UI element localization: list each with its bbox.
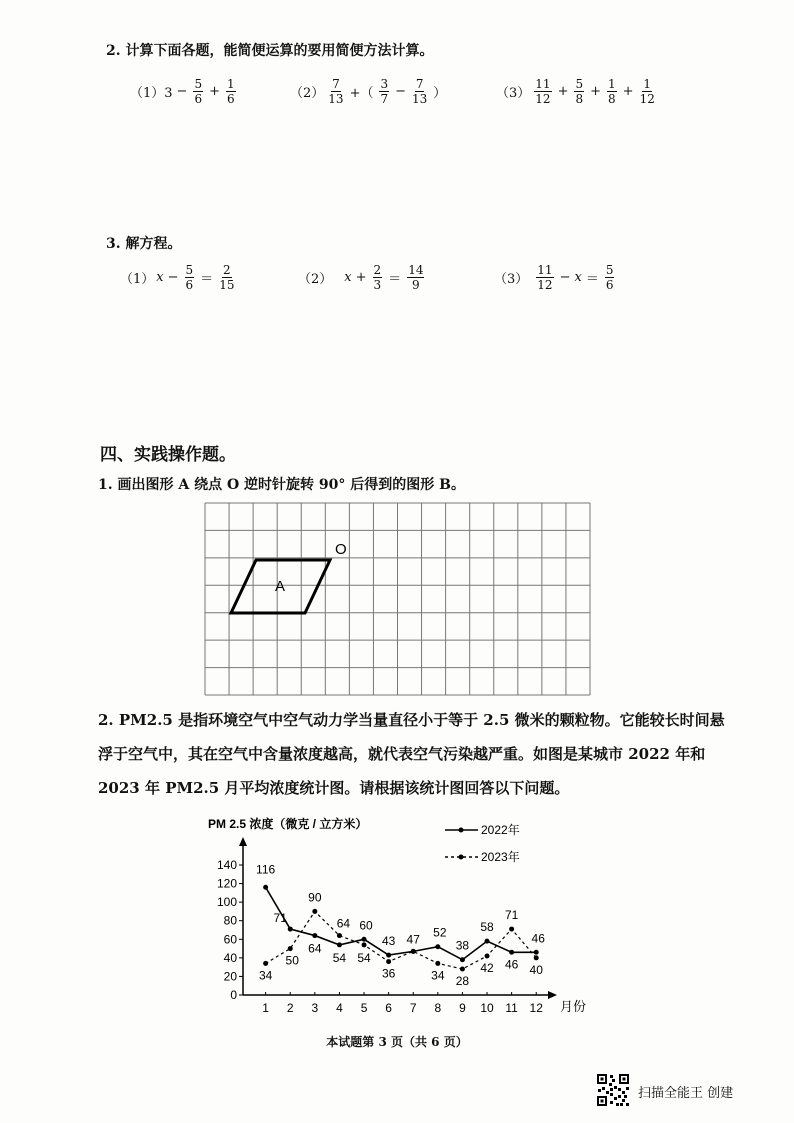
legend-marker xyxy=(459,855,464,860)
x-tick-label: 8 xyxy=(434,1001,442,1015)
data-label: 46 xyxy=(504,957,519,972)
fraction: $\frac{1}{6}$ xyxy=(227,77,235,106)
fraction: $\frac{5}{6}$ xyxy=(605,263,614,292)
data-label: 28 xyxy=(455,974,470,988)
x-axis-arrow-icon xyxy=(548,991,557,999)
q4-2-line2: 浮于空气中，其在空气中含量浓度越高，就代表空气污染越严重。如图是某城市 2022 年和 xyxy=(98,745,706,763)
fraction: $\frac{1}{8}$ xyxy=(608,77,616,106)
series-line-2023年 xyxy=(266,911,537,972)
rotation-grid xyxy=(200,500,600,700)
scanner-brand: 扫描全能王 创建 xyxy=(638,1086,734,1101)
q4-2-line1: 2. PM2.5 是指环境空气中空气动力学当量直径小于等于 2.5 微米的颗粒物。它能较长时间悬 xyxy=(98,711,725,729)
data-point xyxy=(460,967,465,972)
page-footer: 本试题第 3 页（共 6 页） xyxy=(326,1035,468,1049)
series-line-2022年 xyxy=(266,887,537,959)
x-tick-label: 1 xyxy=(262,1001,269,1015)
y-tick-label: 0 xyxy=(230,988,237,1002)
y-tick-label: 140 xyxy=(216,858,237,872)
fraction: $\frac{7}{13}$ xyxy=(328,77,344,106)
data-point xyxy=(509,927,514,932)
data-point xyxy=(362,942,367,947)
q2-item-3: （3） $\frac{11}{12}$ + $\frac{5}{8}$ + $\frac{1}{8}$ + $\frac{1}{12}$ xyxy=(496,77,655,106)
shape-a-label: A xyxy=(275,578,286,595)
data-label: 40 xyxy=(529,962,543,977)
grid-lines xyxy=(205,503,590,695)
fraction: $\frac{2}{15}$ xyxy=(219,263,235,292)
x-tick-label: 10 xyxy=(480,1001,494,1015)
x-tick-label: 2 xyxy=(286,1001,294,1015)
data-point xyxy=(288,927,293,932)
fraction: $\frac{5}{6}$ xyxy=(185,263,194,292)
item-label: （2） xyxy=(298,272,333,287)
data-label: 38 xyxy=(455,938,470,953)
data-point xyxy=(485,939,490,944)
section-title: 四、实践操作题。 xyxy=(100,445,236,465)
q3-item-2: （2） x + $\frac{2}{3}$ ＝ $\frac{14}{9}$ xyxy=(298,263,424,292)
q3-title: 3. 解方程。 xyxy=(106,236,182,252)
y-tick-label: 40 xyxy=(223,950,237,965)
y-tick-label: 100 xyxy=(216,895,237,910)
data-label: 52 xyxy=(433,925,447,940)
data-label: 116 xyxy=(256,862,276,877)
x-tick-label: 11 xyxy=(505,1001,518,1015)
y-tick-label: 120 xyxy=(216,876,237,891)
data-label: 47 xyxy=(406,932,420,947)
data-point xyxy=(312,933,317,938)
fraction: $\frac{3}{7}$ xyxy=(380,77,389,106)
fraction: $\frac{7}{13}$ xyxy=(412,77,428,106)
x-axis-label: 月份 xyxy=(560,999,587,1014)
pm25-line-chart xyxy=(200,810,600,1025)
data-label: 64 xyxy=(336,916,351,931)
data-label: 71 xyxy=(504,908,519,923)
data-point xyxy=(312,909,317,914)
data-label: 54 xyxy=(357,950,371,965)
qr-code-icon xyxy=(596,1073,630,1107)
fraction: $\frac{1}{12}$ xyxy=(639,77,655,106)
data-point xyxy=(509,950,514,955)
q2-title: 2. 计算下面各题，能简便运算的要用简便方法计算。 xyxy=(106,43,434,59)
data-point xyxy=(435,944,440,949)
fraction: $\frac{14}{9}$ xyxy=(408,263,424,292)
data-point xyxy=(386,959,391,964)
legend-label: 2023年 xyxy=(481,850,520,864)
fraction: $\frac{11}{12}$ xyxy=(537,263,553,292)
data-point xyxy=(485,954,490,959)
data-point xyxy=(386,953,391,958)
data-label: 54 xyxy=(332,950,347,965)
data-point xyxy=(337,933,342,938)
data-point xyxy=(460,957,465,962)
y-tick-label: 80 xyxy=(223,913,237,928)
data-point xyxy=(362,937,367,942)
x-tick-label: 5 xyxy=(360,1001,368,1015)
data-label: 36 xyxy=(381,966,396,981)
data-point xyxy=(263,961,268,966)
data-label: 60 xyxy=(359,918,373,933)
data-label: 58 xyxy=(480,920,494,935)
y-axis-label: PM 2.5 浓度（微克 / 立方米） xyxy=(208,817,368,831)
data-label: 34 xyxy=(431,968,445,983)
y-tick-label: 20 xyxy=(223,969,237,984)
x-tick-label: 3 xyxy=(311,1001,319,1015)
x-tick-label: 12 xyxy=(529,1001,543,1015)
q3-item-3: （3） $\frac{11}{12}$ − x ＝ $\frac{5}{6}$ xyxy=(494,263,614,292)
data-label: 90 xyxy=(308,890,322,905)
data-point xyxy=(435,961,440,966)
fraction: $\frac{2}{3}$ xyxy=(373,263,382,292)
item-label: （1） xyxy=(120,272,155,287)
y-axis-arrow-icon xyxy=(239,837,247,846)
data-point xyxy=(534,955,539,960)
item-label: （2） xyxy=(290,86,325,101)
x-tick-label: 7 xyxy=(409,1001,417,1015)
item-label: （3） xyxy=(494,272,529,287)
data-label: 46 xyxy=(531,931,545,946)
q4-2-line3: 2023 年 PM2.5 月平均浓度统计图。请根据该统计图回答以下问题。 xyxy=(98,779,570,797)
legend-marker xyxy=(459,828,464,833)
data-label: 42 xyxy=(480,961,494,975)
data-label: 34 xyxy=(258,968,273,983)
item-label: （1）3 xyxy=(130,86,173,101)
y-tick-label: 60 xyxy=(223,932,237,947)
data-point xyxy=(288,946,293,951)
q2-item-1: （1）3 − $\frac{5}{6}$ + $\frac{1}{6}$ xyxy=(130,77,235,106)
data-point xyxy=(337,942,342,947)
fraction: $\frac{5}{6}$ xyxy=(194,77,203,106)
item-label: （3） xyxy=(496,86,531,101)
q3-item-1: （1） x − $\frac{5}{6}$ ＝ $\frac{2}{15}$ xyxy=(120,263,235,292)
x-tick-label: 4 xyxy=(336,1001,343,1015)
data-label: 71 xyxy=(273,911,287,926)
x-tick-label: 6 xyxy=(385,1001,392,1015)
data-label: 64 xyxy=(308,941,322,956)
q2-item-2: （2） $\frac{7}{13}$ +（ $\frac{3}{7}$ − $\frac{7}{13}$ ） xyxy=(290,77,447,106)
data-point xyxy=(263,885,268,890)
data-point xyxy=(411,949,416,954)
x-tick-label: 9 xyxy=(459,1001,466,1015)
q4-1-text: 1. 画出图形 A 绕点 O 逆时针旋转 90° 后得到的图形 B。 xyxy=(98,477,465,493)
fraction: $\frac{11}{12}$ xyxy=(535,77,551,106)
fraction: $\frac{5}{8}$ xyxy=(575,77,584,106)
data-label: 43 xyxy=(381,934,396,949)
legend-label: 2022年 xyxy=(481,823,520,837)
point-o-label: O xyxy=(335,541,347,558)
data-label: 50 xyxy=(285,953,299,968)
data-point xyxy=(534,950,539,955)
